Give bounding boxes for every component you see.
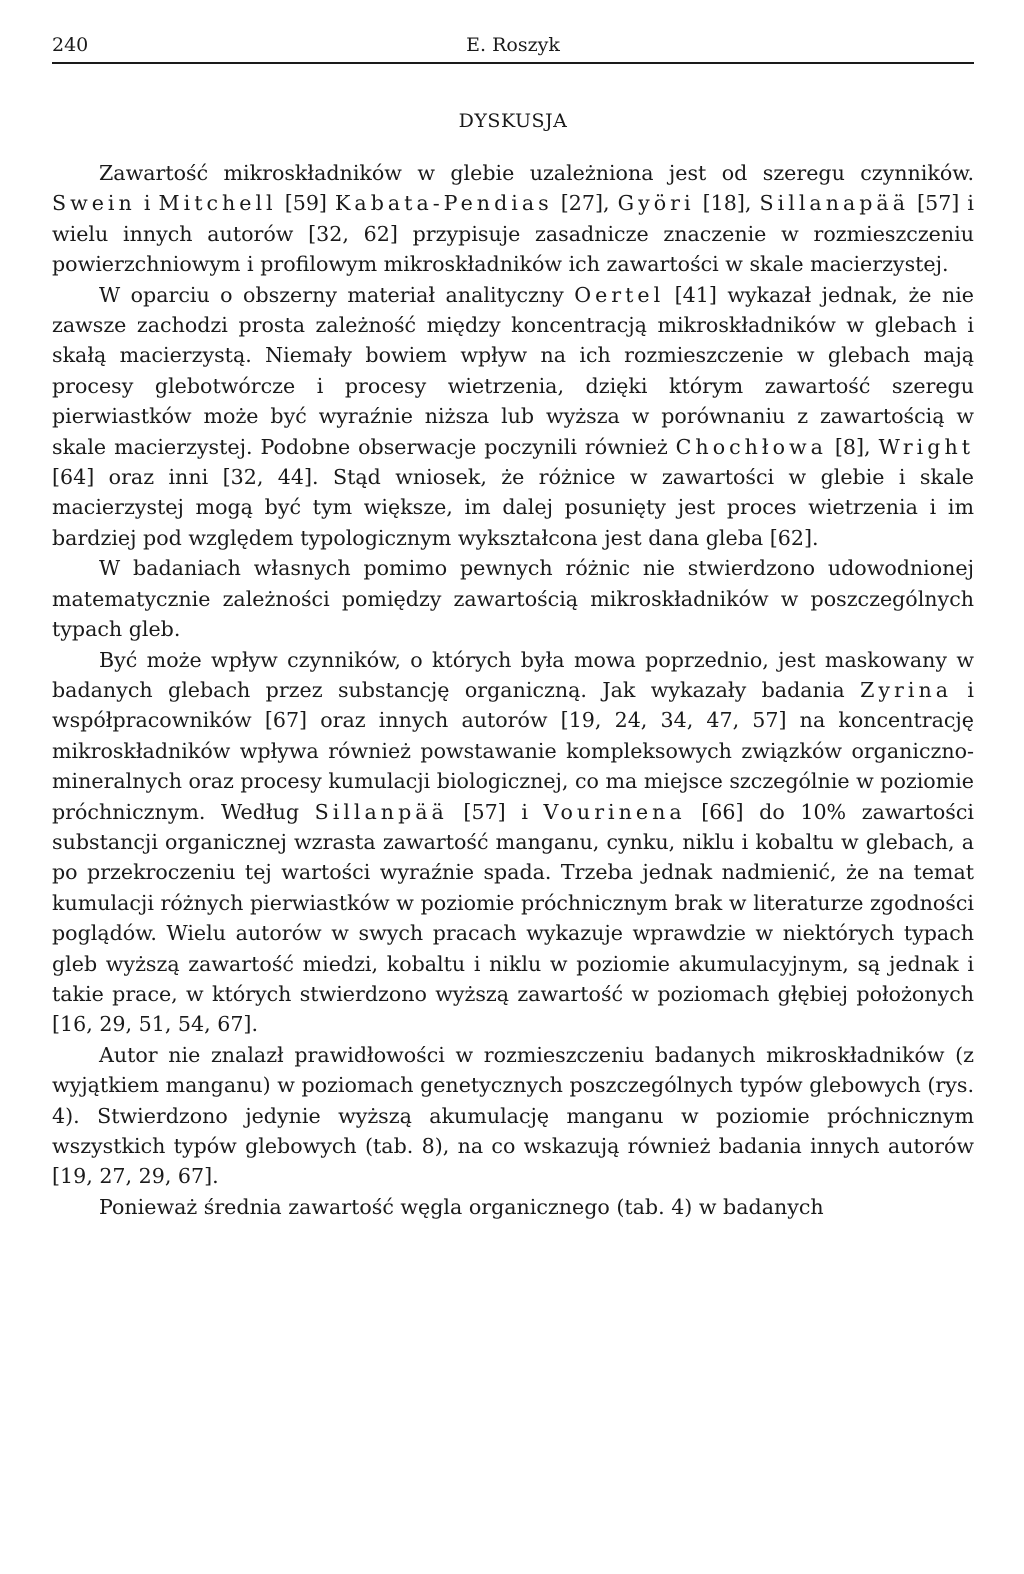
text-segment: [57] i wielu innych autorów [32, 62] przypisuje zasadnicze znaczenie w rozmieszczeniu powierzchniowym i profilowym mikroskładników ich zawartości w skale macierzystej. bbox=[52, 191, 974, 277]
author-name: Mitchell bbox=[158, 191, 277, 216]
page-number: 240 bbox=[52, 34, 89, 56]
text-segment: W oparciu o obszerny materiał analityczny bbox=[99, 282, 575, 307]
text-segment: [41] wykazał jednak, że nie zawsze zachodzi prosta zależność między koncentracją mikroskładników w glebach i skałą macierzystą. Niemały bowiem wpływ na ich rozmieszczenie w glebach mają procesy glebotwórcze i procesy wietrzenia, dzięki którym zawartość szeregu pierwiastków może być wyraźnie niższa lub wyższa w porównaniu z zawartością w skale macierzystej. Podobne obserwacje poczynili również bbox=[52, 282, 974, 459]
text-segment: [57] i bbox=[447, 799, 544, 824]
paragraph bbox=[52, 645, 974, 1040]
text-segment: i współpracowników [67] oraz innych autorów [19, 24, 34, 47, 57] na koncentrację mikroskładników wpływa również powstawanie kompleksowych związków organiczno-mineralnych oraz procesy kumulacji biologicznej, co ma miejsce szczególnie w poziomie próchnicznym. Według bbox=[52, 677, 974, 824]
author-name: Zyrina bbox=[860, 677, 952, 702]
section-title: DYSKUSJA bbox=[458, 110, 568, 132]
text-segment: Ponieważ średnia zawartość węgla organicznego (tab. 4) w badanych bbox=[99, 1194, 824, 1219]
author-name: Chochłowa bbox=[675, 434, 827, 459]
text-segment: Autor nie znalazł prawidłowości w rozmieszczeniu badanych mikroskładników (z wyjątkiem manganu) w poziomach genetycznych poszczególnych typów glebowych (rys. 4). Stwierdzono jedynie wyższą akumulację manganu w poziomie próchnicznym wszystkich typów glebowych (tab. 8), na co wskazują również badania innych autorów [19, 27, 29, 67]. bbox=[52, 1042, 974, 1189]
paragraph bbox=[52, 1192, 974, 1222]
author-name: Wright bbox=[878, 434, 974, 459]
text-segment: [59] bbox=[276, 191, 336, 216]
paragraph bbox=[52, 553, 974, 644]
paragraph bbox=[52, 158, 974, 280]
author-name: Swein bbox=[52, 191, 136, 216]
author-name: Sillanpää bbox=[314, 799, 448, 824]
text-segment: i bbox=[135, 191, 159, 216]
text-segment: W badaniach własnych pomimo pewnych różnic nie stwierdzono udowodnionej matematycznie zależności pomiędzy zawartością mikroskładników w poszczególnych typach gleb. bbox=[52, 556, 974, 642]
text-segment: [27], bbox=[552, 191, 618, 216]
author-name: Vourinena bbox=[543, 799, 686, 824]
body-text bbox=[52, 158, 974, 1222]
running-head: E. Roszyk bbox=[466, 34, 560, 56]
text-segment: Być może wpływ czynników, o których była mowa poprzednio, jest maskowany w badanych glebach przez substancję organiczną. Jak wykazały badania bbox=[52, 647, 974, 702]
text-segment: [64] oraz inni [32, 44]. Stąd wniosek, że różnice w zawartości w glebie i skale macierzystej mogą być tym większe, im dalej posunięty jest proces wietrzenia i im bardziej pod względem typologicznym wykształcona jest dana gleba [62]. bbox=[52, 465, 974, 550]
text-segment: [66] do 10% zawartości substancji organicznej wzrasta zawartość manganu, cynku, niklu i kobaltu w glebach, a po przekroczeniu tej wartości wyraźnie spada. Trzeba jednak nadmienić, że na temat kumulacji różnych pierwiastków w poziomie próchnicznym brak w literaturze zgodności poglądów. Wielu autorów w swych pracach wykazuje wprawdzie w niektórych typach gleb wyższą zawartość miedzi, kobaltu i niklu w poziomie akumulacyjnym, są jednak i takie prace, w których stwierdzono wyższą zawartość w poziomach głębiej położonych [16, 29, 51, 54, 67]. bbox=[52, 799, 974, 1037]
paragraph bbox=[52, 280, 974, 554]
author-name: Oertel bbox=[574, 282, 665, 307]
author-name: Sillanapää bbox=[759, 191, 909, 216]
text-segment: [8], bbox=[826, 434, 879, 459]
page-header bbox=[52, 30, 974, 64]
author-name: Györi bbox=[617, 191, 695, 216]
paragraph bbox=[52, 1040, 974, 1192]
text-segment: [18], bbox=[694, 191, 760, 216]
author-name: Kabata-Pendias bbox=[335, 191, 553, 216]
text-segment: Zawartość mikroskładników w glebie uzależniona jest od szeregu czynników. bbox=[99, 161, 974, 185]
